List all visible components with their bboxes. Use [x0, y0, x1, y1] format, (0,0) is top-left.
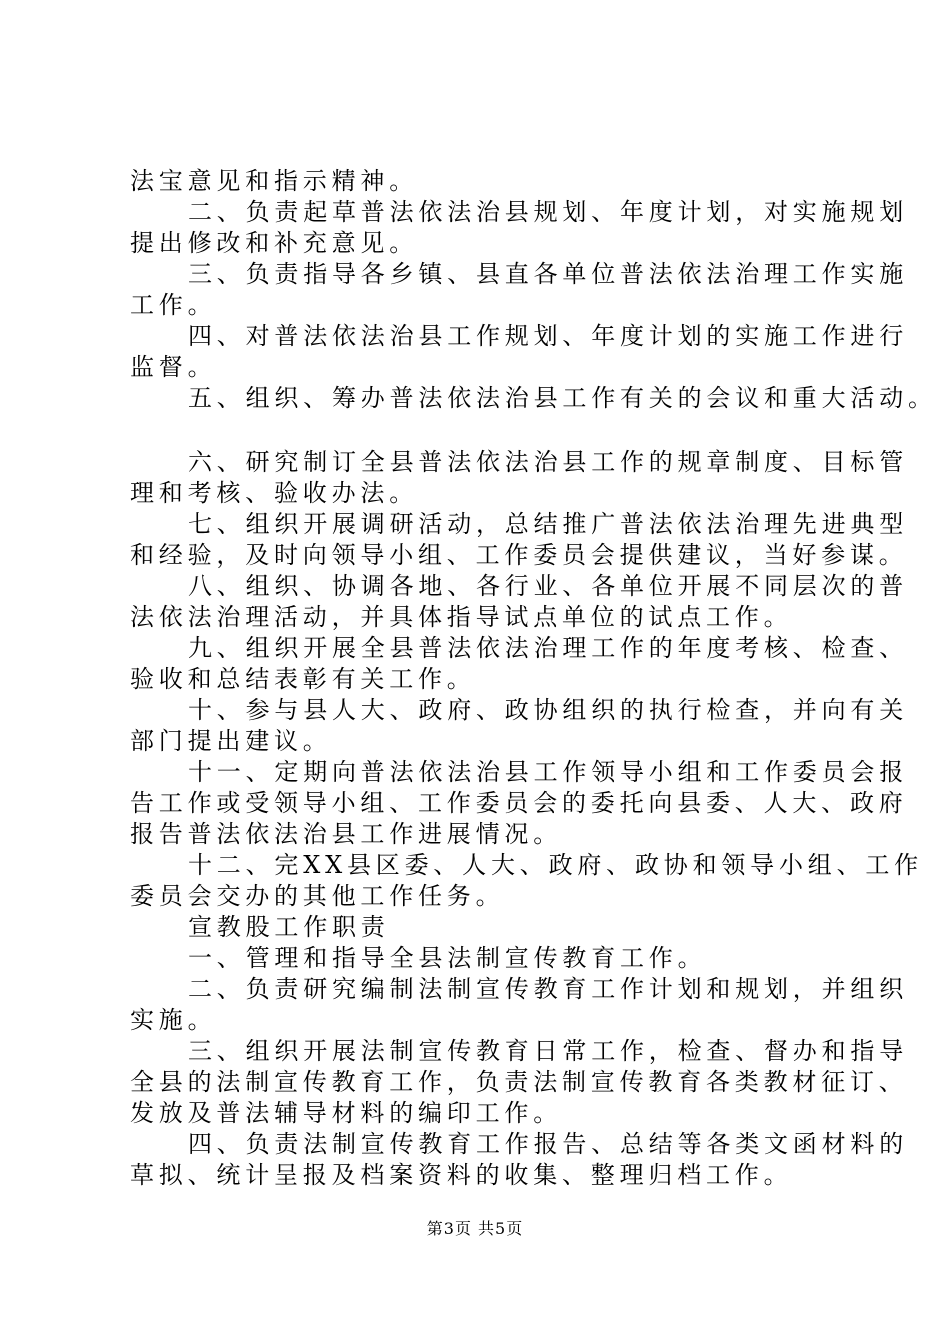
paragraph-line: 五、组织、筹办普法依法治县工作有关的会议和重大活动。 [188, 384, 937, 412]
paragraph-gap [130, 414, 840, 447]
paragraph-line: 部门提出建议。 [130, 727, 332, 755]
paragraph-line: 全县的法制宣传教育工作，负责法制宣传教育各类教材征订、 [130, 1068, 908, 1096]
paragraph-line: 十、参与县人大、政府、政协组织的执行检查，并向有关 [188, 696, 908, 724]
paragraph-line: 九、组织开展全县普法依法治理工作的年度考核、检查、 [188, 634, 908, 662]
paragraph-line: 八、组织、协调各地、各行业、各单位开展不同层次的普 [188, 572, 908, 600]
paragraph-line: 法依法治理活动，并具体指导试点单位的试点工作。 [130, 603, 793, 631]
paragraph-line: 理和考核、验收办法。 [130, 479, 418, 507]
section-heading: 宣教股工作职责 [188, 913, 390, 941]
paragraph-line: 发放及普法辅导材料的编印工作。 [130, 1099, 562, 1127]
page-number-footer: 第3页 共5页 [426, 1219, 524, 1238]
paragraph-line: 二、负责研究编制法制宣传教育工作计划和规划，并组织 [188, 975, 908, 1003]
paragraph-line: 草拟、统计呈报及档案资料的收集、整理归档工作。 [130, 1161, 793, 1189]
paragraph-line: 三、组织开展法制宣传教育日常工作，检查、督办和指导 [188, 1037, 908, 1065]
paragraph-line: 一、管理和指导全县法制宣传教育工作。 [188, 944, 707, 972]
paragraph-line: 工作。 [130, 291, 217, 319]
paragraph-line: 四、负责法制宣传教育工作报告、总结等各类文函材料的 [188, 1130, 908, 1158]
paragraph-line: 委员会交办的其他工作任务。 [130, 882, 505, 910]
paragraph-line: 十一、定期向普法依法治县工作领导小组和工作委员会报 [188, 758, 908, 786]
paragraph-line: 验收和总结表彰有关工作。 [130, 665, 476, 693]
paragraph-line: 三、负责指导各乡镇、县直各单位普法依法治理工作实施 [188, 260, 908, 288]
paragraph-line: 报告普法依法治县工作进展情况。 [130, 820, 562, 848]
paragraph-line: 告工作或受领导小组、工作委员会的委托向县委、人大、政府 [130, 789, 908, 817]
paragraph-line: 和经验，及时向领导小组、工作委员会提供建议，当好参谋。 [130, 541, 908, 569]
paragraph-line: 六、研究制订全县普法依法治县工作的规章制度、目标管 [188, 448, 908, 476]
paragraph-line: 七、组织开展调研活动，总结推广普法依法治理先进典型 [188, 510, 908, 538]
paragraph-line: 法宝意见和指示精神。 [130, 167, 418, 195]
paragraph-line: 十二、完XX县区委、人大、政府、政协和领导小组、工作 [188, 851, 923, 879]
paragraph-line: 实施。 [130, 1006, 217, 1034]
paragraph-line: 监督。 [130, 353, 217, 381]
paragraph-line: 四、对普法依法治县工作规划、年度计划的实施工作进行 [188, 322, 908, 350]
document-body [130, 166, 937, 1191]
paragraph-line: 提出修改和补充意见。 [130, 229, 418, 257]
paragraph-line: 二、负责起草普法依法治县规划、年度计划，对实施规划 [188, 198, 908, 226]
